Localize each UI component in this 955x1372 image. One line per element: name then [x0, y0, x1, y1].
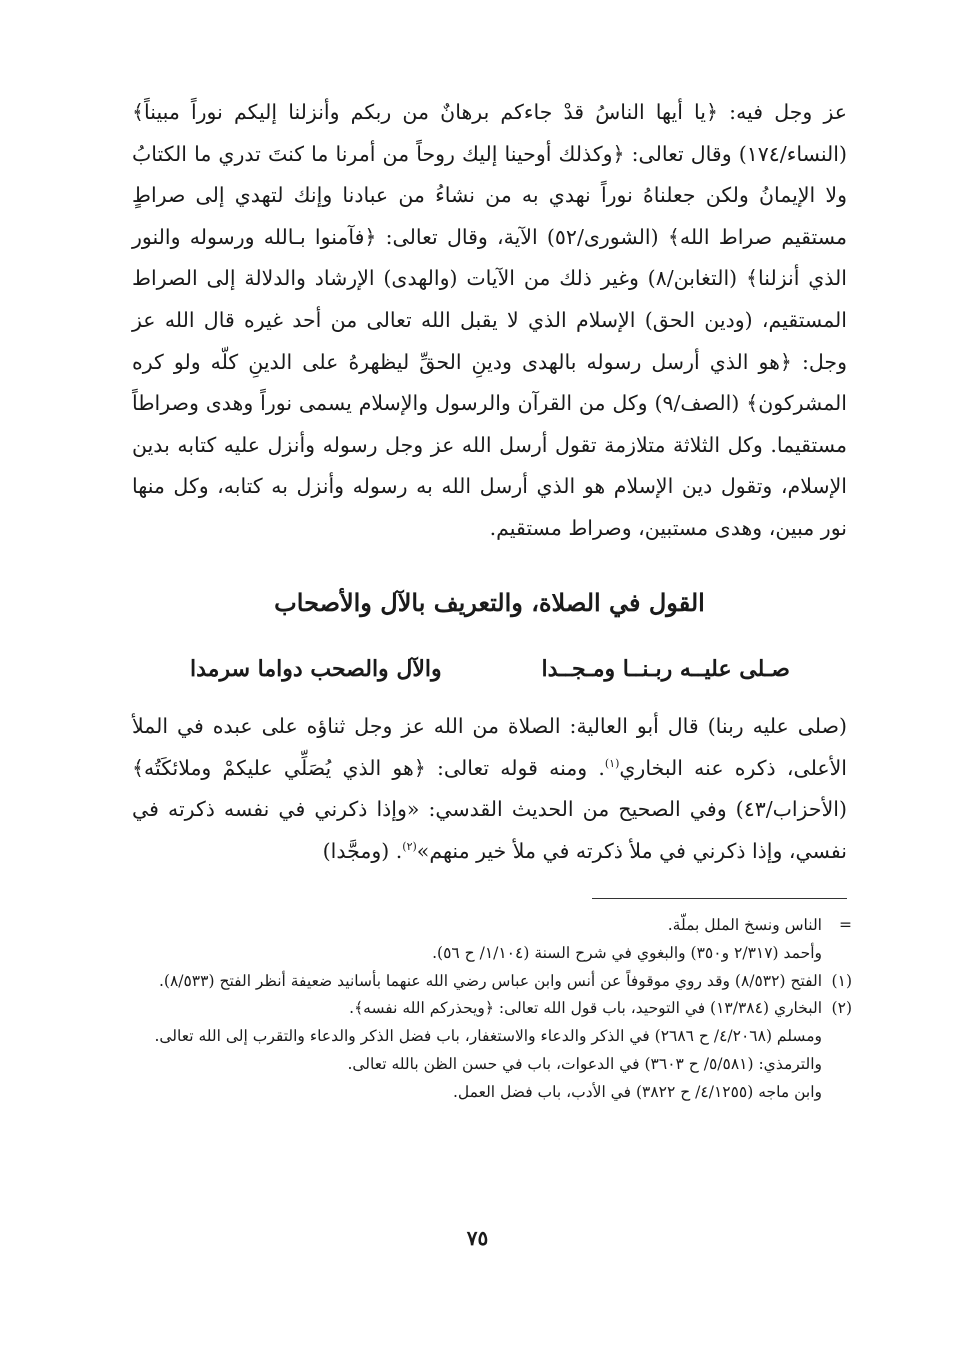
footnote-ref-2: (٢) — [402, 839, 417, 853]
body-paragraph — [132, 92, 847, 550]
section-heading: القول في الصلاة، والتعريف بالآل والأصحاب — [274, 588, 705, 617]
footnote-continuation-line: الناس ونسخ الملل بملّة. — [667, 916, 822, 934]
footnote-2-line-4: وابن ماجه (٤/١٢٥٥/ ح ٣٨٢٢) في الأدب، باب فضل العمل. — [452, 1082, 822, 1101]
poem-verse — [190, 656, 790, 682]
footnote-ref-1: (١) — [604, 756, 620, 770]
body-paragraph-text: عز وجل فيه: ﴿يا أيها الناسُ قدْ جاءكم برهانٌ من ربكم وأنزلنا إليكم نوراً مبيناً﴾ (النساء/١٧٤) وقال تعالى: ﴿وكذلك أوحينا إليك روحاً من أمرنا ما كنتَ تدري ما الكتابُ ولا الإيمانُ ولكن جعلناهُ نوراً نهدي به من نشاءُ من عبادنا وإنك لتهدي إلى صراطٍ مستقيم صراط الله﴾ (الشورى/٥٢) الآية، وقال تعالى: ﴿فآمنوا بـالله ورسوله والنور الذي أنزلنا﴾ (التغابن/٨) وغير ذلك من الآيات (والهدى) الإرشاد والدلالة إلى الصراط المستقيم، (ودين الحق) الإسلام الذي لا يقبل الله تعالى من أحد غيره قال الله عز وجل: ﴿هو الذي أرسل رسوله بالهدى ودينِ الحقِّ ليظهرهُ على الدينِ كلّه ولو كره المشركون﴾ (الصف/٩) وكل من القرآن والرسول والإسلام يسمى نوراً وهدى وصراطاً مستقيما. وكل الثلاثة متلازمة تقول أرسل الله عز وجل رسوله وأنزل عليه كتابه بدين الإسلام، وتقول دين الإسلام هو الذي أرسل الله به رسوله وأنزل به كتابه، وكل منها نور مبين، وهدى مستبين، وصراط مستقيم. — [132, 100, 848, 540]
footnote-2-line-1: البخاري (١٣/٣٨٤) في التوحيد، باب قول الله تعالى: ﴿ويحذركم الله نفسه﴾. — [349, 999, 822, 1018]
commentary-paragraph — [132, 706, 847, 872]
footnote-separator — [592, 898, 847, 899]
footnote-2 — [132, 995, 852, 1023]
footnote-2-mark: (٢) — [831, 999, 852, 1018]
continuation-mark: = — [839, 916, 852, 934]
commentary-text-part-1: (صلى عليه ربنا) قال أبو العالية: الصلاة من الله عز وجل ثناؤه على عبده في الملأ الأعلى، ذكره عنه البخاري — [132, 714, 847, 780]
footnote-1-text: الفتح (٨/٥٣٢) وقد روي موقوفاً عن أنس وابن عباس رضي الله عنهما بأسانيد ضعيفة أنظر الفتح (٨/٥٣٣). — [158, 971, 822, 990]
footnote-2-line-2: ومسلم (٤/٢٠٦٨/ ح ٢٦٨٦) في الذكر والدعاء والاستغفار، باب فضل الذكر والدعاء والتقرب إلى الله تعالى. — [154, 1027, 822, 1046]
verse-second-hemistich: والآل والصحب دواما سرمدا — [190, 656, 442, 682]
commentary-text-part-3: . (ومجَّدا) — [322, 838, 403, 863]
footnote-continuation — [132, 912, 852, 940]
commentary-text-part-2: . ومنه قوله تعالى: ﴿هو الذي يُصَلِّي عليكمْ وملائكَتُه﴾ (الأحزاب/٤٣) وفي الصحيح من الحديث القدسي: «وإذا ذكرني في نفسه ذكرته في نفسي، وإذا ذكرني في ملأ ذكرته في ملأ خير منهم» — [132, 755, 847, 863]
footnote-continuation-line-2: وأحمد (٢/٣١٧ و٣٥٠) والبغوي في شرح السنة (١/١٠٤/ ح ٥٦). — [432, 943, 822, 962]
page-number: ٧٥ — [466, 1226, 489, 1250]
verse-first-hemistich: صـلى عليــه ربـنــا ومـجــدا — [541, 656, 790, 682]
footnotes — [132, 912, 852, 1107]
footnote-2-line-3: والترمذي: (٥/٥٨١/ ح ٣٦٠٣) في الدعوات، باب في حسن الظن بالله تعالى. — [347, 1054, 822, 1073]
footnote-1 — [132, 968, 852, 996]
footnote-1-mark: (١) — [831, 971, 852, 990]
